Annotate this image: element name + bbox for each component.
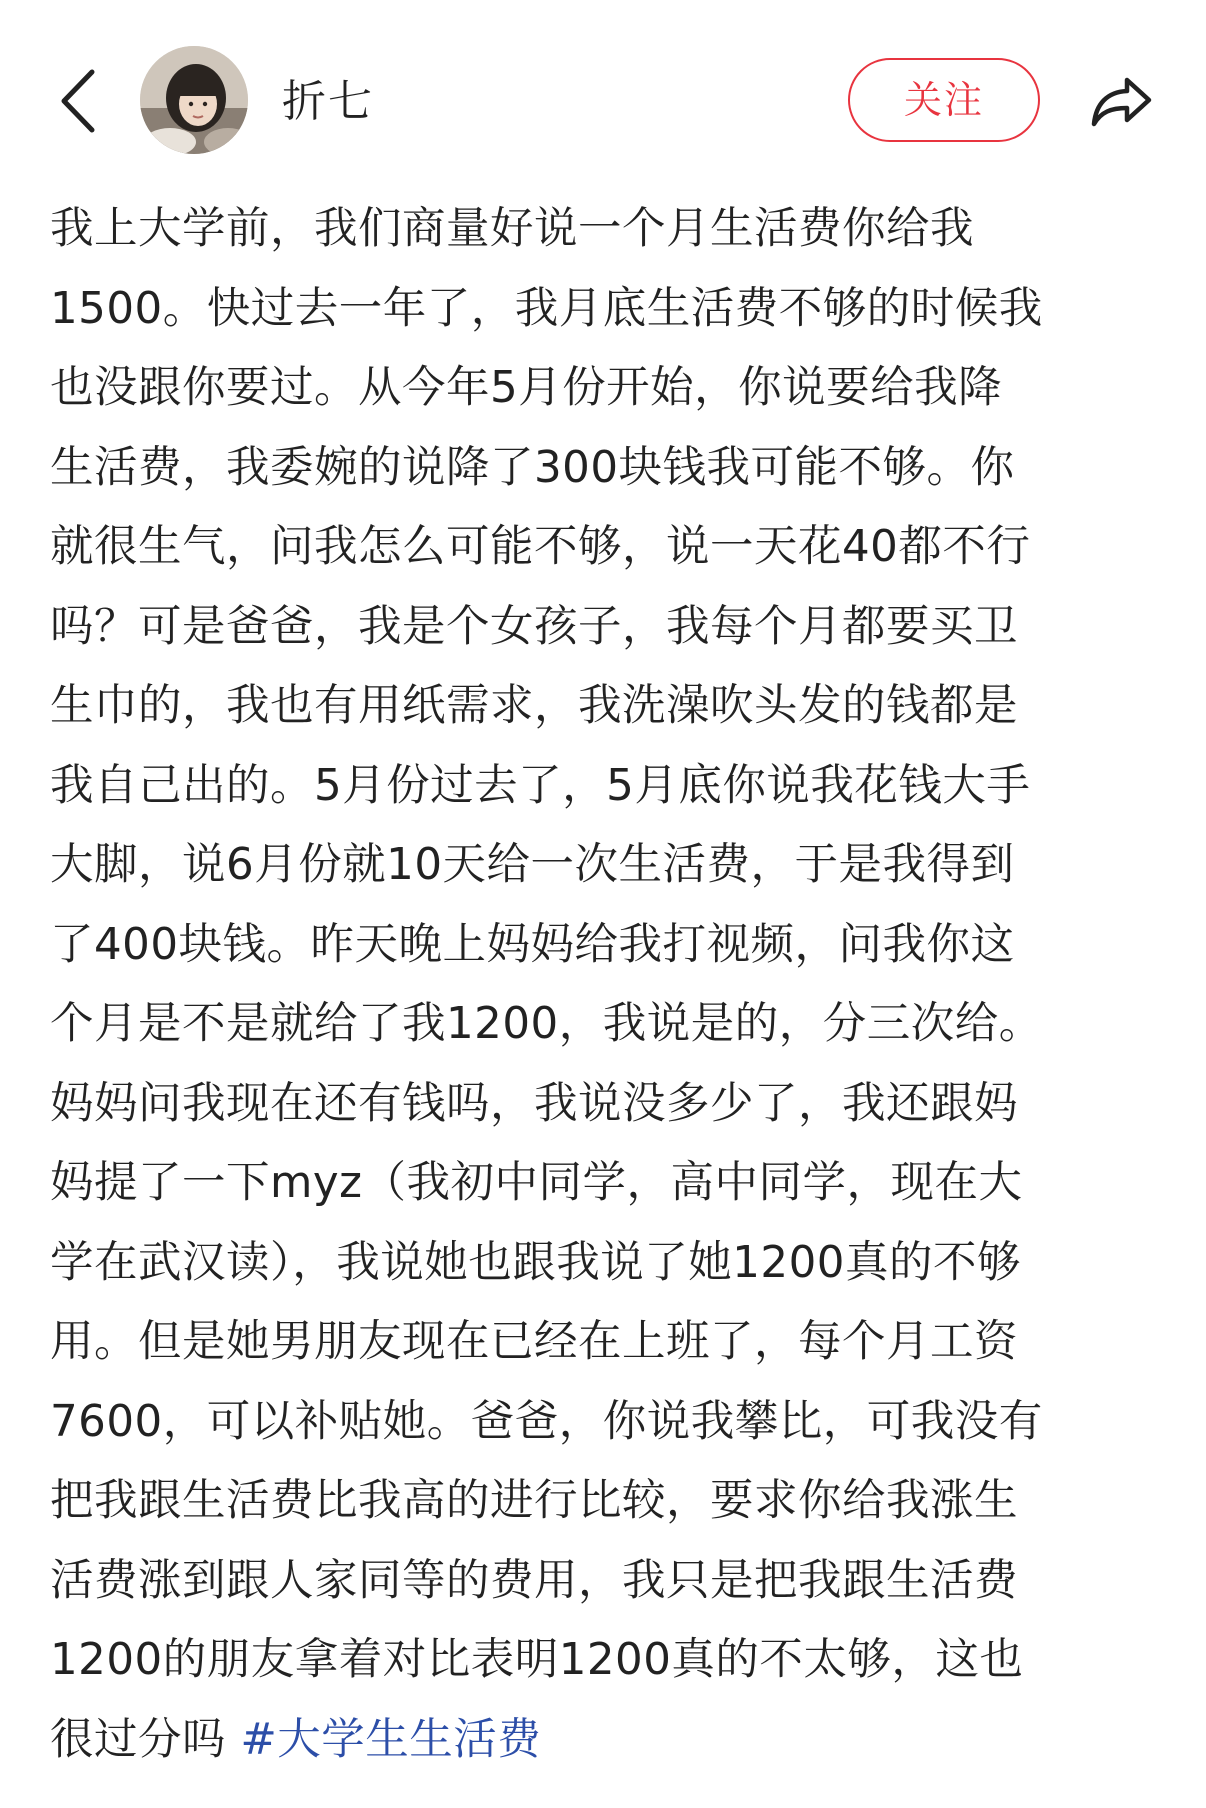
- post-line: 生巾的，我也有用纸需求，我洗澡吹头发的钱都是: [50, 681, 1018, 731]
- post-line: 生活费，我委婉的说降了300块钱我可能不够。你: [50, 442, 1015, 493]
- chevron-left-icon: [58, 68, 98, 138]
- post-line: 也没跟你要过。从今年5月份开始，你说要给我降: [50, 363, 1003, 413]
- post-line: 大脚，说6月份就10天给一次生活费，于是我得到: [50, 840, 1015, 890]
- share-arrow-icon: [1089, 74, 1155, 134]
- post-line: 活费涨到跟人家同等的费用，我只是把我跟生活费: [50, 1555, 1018, 1606]
- post-line: 1500。快过去一年了，我月底生活费不够的时候我: [50, 283, 1043, 334]
- post-line: 了400块钱。昨天晚上妈妈给我打视频，问我你这: [50, 919, 1015, 970]
- post-line: 个月是不是就给了我1200，我说是的，分三次给。: [50, 999, 1043, 1049]
- post-line: 7600，可以补贴她。爸爸，你说我攀比，可我没有: [50, 1396, 1043, 1447]
- post-last-line: [50, 1701, 1160, 1781]
- follow-button[interactable]: 关注: [848, 58, 1040, 142]
- hashtag-link[interactable]: #大学生生活费: [240, 1714, 542, 1765]
- post-line: 就很生气，问我怎么可能不够，说一天花40都不行: [50, 522, 1031, 572]
- post-line: 妈妈问我现在还有钱吗，我说没多少了，我还跟妈: [50, 1078, 1018, 1129]
- post-line: 用。但是她男朋友现在已经在上班了，每个月工资: [50, 1317, 1018, 1367]
- post-last-line-text: 很过分吗: [50, 1714, 241, 1765]
- post-line: 吗？可是爸爸，我是个女孩子，我每个月都要买卫: [50, 601, 1018, 652]
- post-line: 学在武汉读），我说她也跟我说了她1200真的不够: [50, 1237, 1021, 1288]
- post-line: 1200的朋友拿着对比表明1200真的不太够，这也: [50, 1635, 1024, 1685]
- username[interactable]: 折七: [282, 76, 374, 127]
- avatar[interactable]: [140, 46, 248, 154]
- post-line: 我自己出的。5月份过去了，5月底你说我花钱大手: [50, 760, 1031, 811]
- post-text: [50, 190, 1160, 1780]
- post-line: 我上大学前，我们商量好说一个月生活费你给我: [50, 204, 974, 254]
- user-avatar-image: [140, 46, 248, 154]
- top-bar: [0, 0, 1206, 200]
- share-button[interactable]: [1080, 62, 1164, 146]
- post-line: 妈提了一下myz（我初中同学，高中同学，现在大: [50, 1158, 1023, 1208]
- back-button[interactable]: [48, 58, 108, 148]
- post-line: 把我跟生活费比我高的进行比较，要求你给我涨生: [50, 1476, 1018, 1526]
